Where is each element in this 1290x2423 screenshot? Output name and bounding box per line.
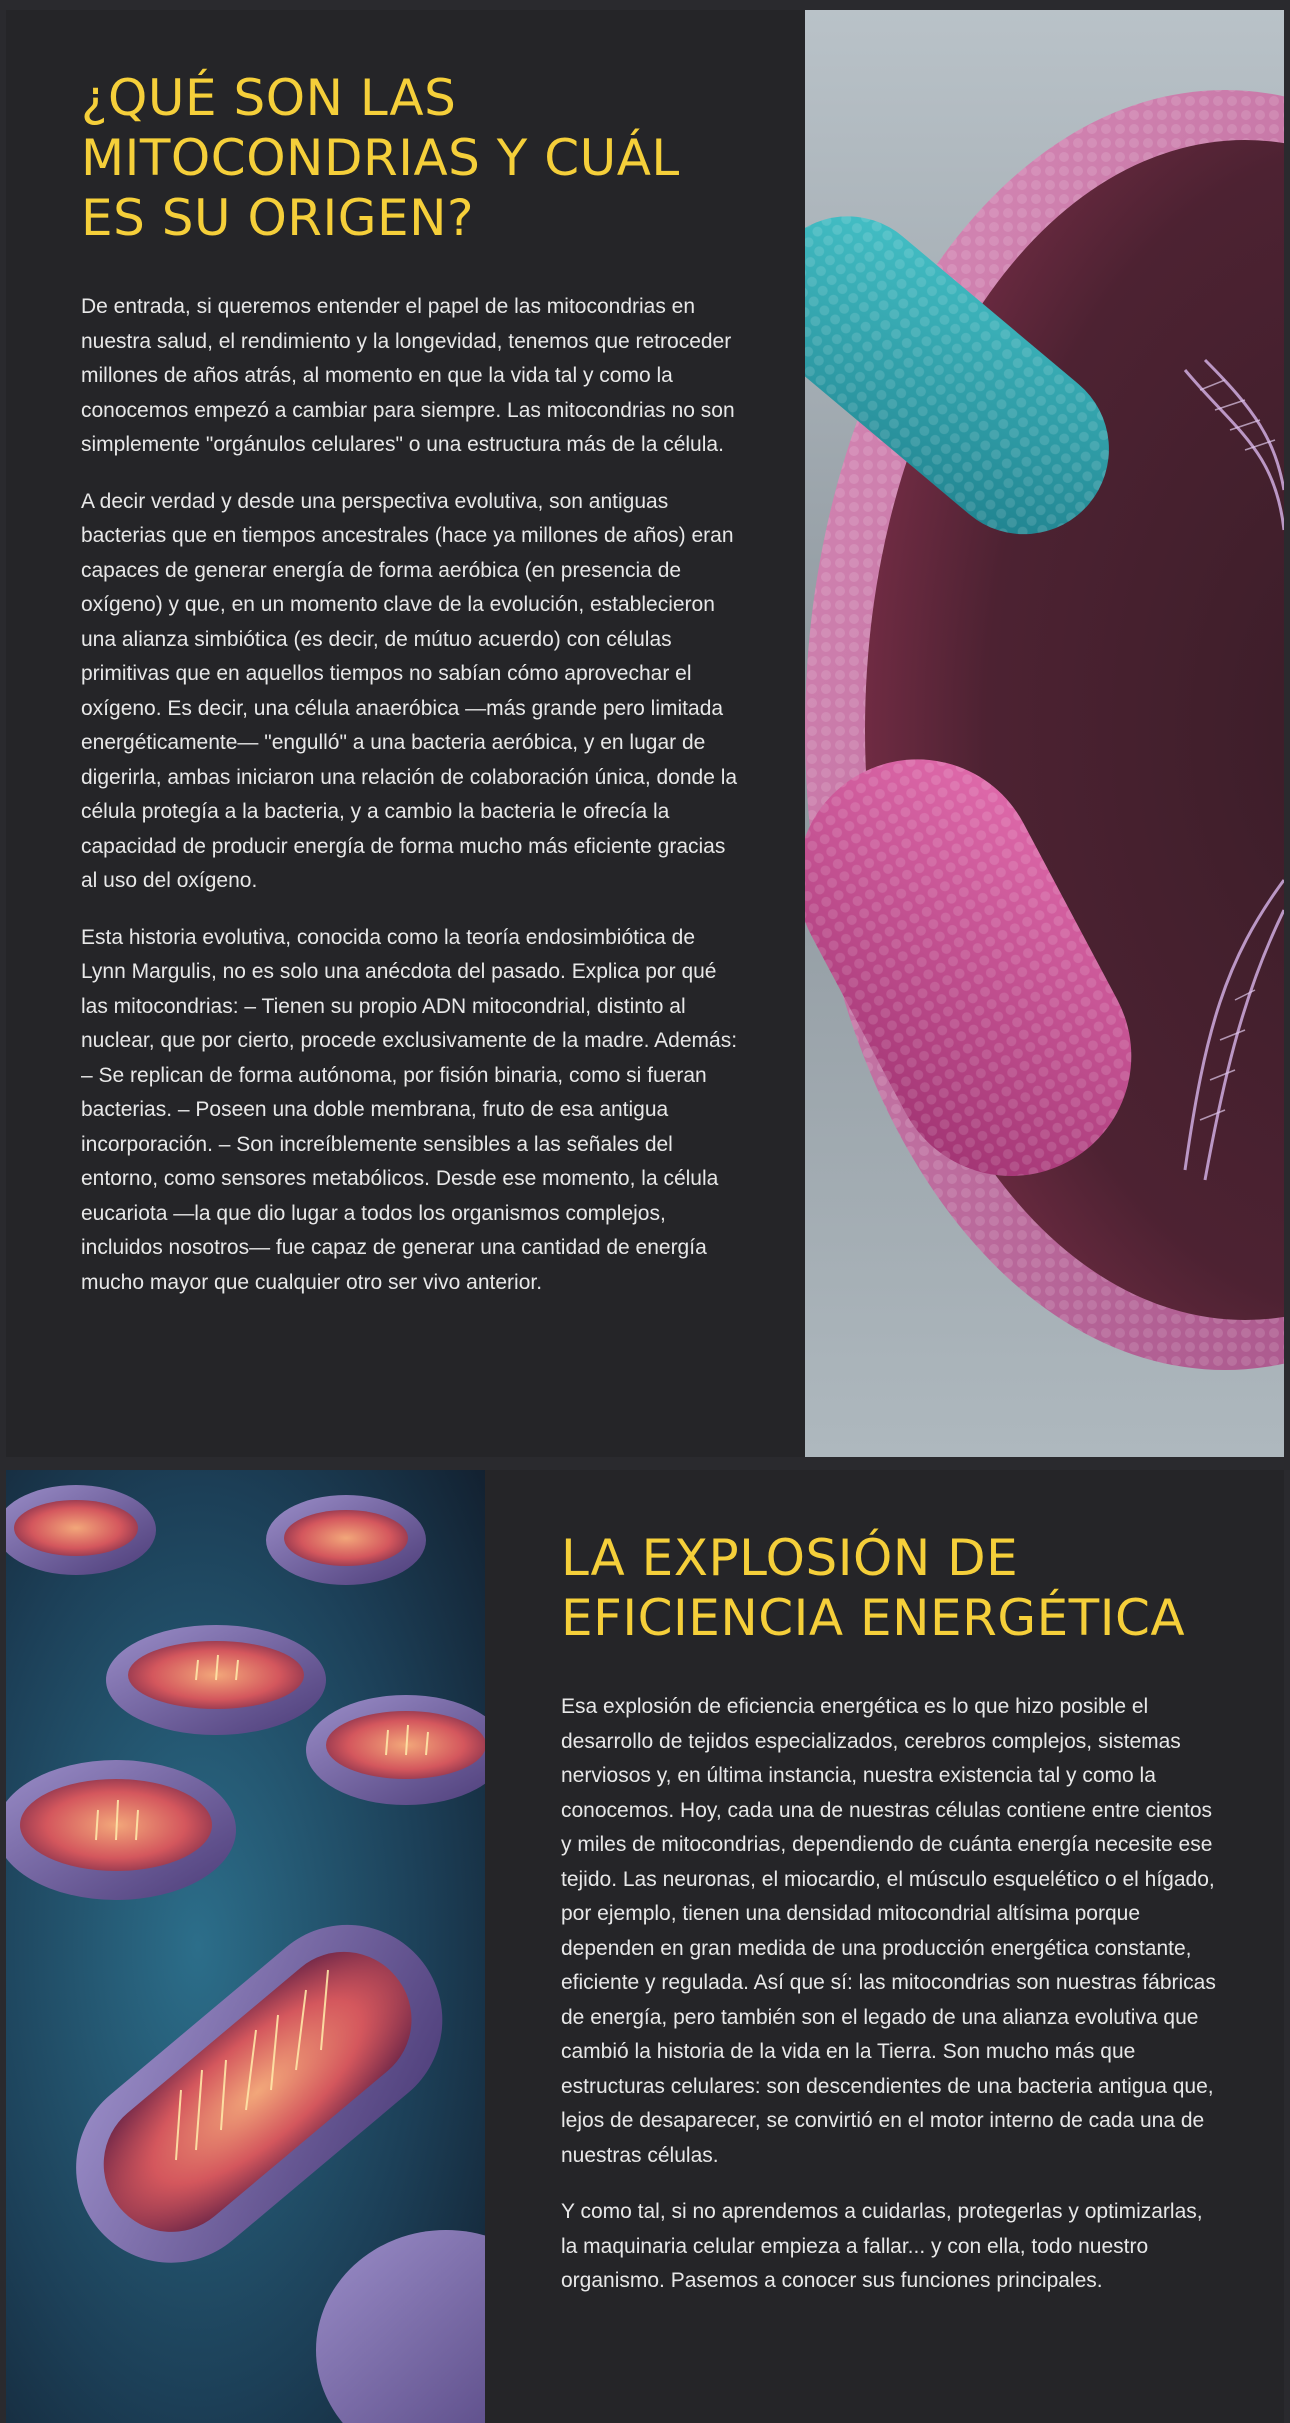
origin-heading: ¿QUÉ SON LAS MITOCONDRIAS Y CUÁL ES SU ORIGEN? [81, 69, 680, 247]
energy-paragraph-1: Esa explosión de eficiencia energética es lo que hizo posible el desarrollo de tejidos especializados, cerebros complejos, sistemas nerviosos y, en última instancia, nuestra existencia tal y como la conocemos. Hoy, cada una de nuestras células contiene entre cientos y miles de mitocondrias, dependiendo de cuánta energía necesite ese tejido. Las neuronas, el miocardio, el músculo esquelético o el hígado, por ejemplo, tienen una densidad mitocondrial altísima porque dependen en gran medida de una producción energética constante, eficiente y regulada. Así que sí: las mitocondrias son nuestras fábricas de energía, pero también son el legado de una alianza evolutiva que cambió la historia de la vida en la Tierra. Son mucho más que estructuras celulares: son descendientes de una bacteria antigua que, lejos de desaparecer, se convirtió en el motor interno de cada una de nuestras células. [561, 1695, 1216, 2167]
energy-text-column [561, 1528, 1221, 2321]
mitochondria-illustration [6, 1470, 485, 2423]
origin-paragraph-2: A decir verdad y desde una perspectiva evolutiva, son antiguas bacterias que en tiempos ancestrales (hace ya millones de años) eran capaces de generar energía de forma aeróbica (en presencia de oxígeno) y que, en un momento clave de la evolución, establecieron una alianza simbiótica (es decir, de mútuo acuerdo) con células primitivas que en aquellos tiempos no sabían cómo aprovechar el oxígeno. Es decir, una célula anaeróbica —más grande pero limitada energéticamente— "engulló" a una bacteria aeróbica, y en lugar de digerirla, ambas iniciaron una relación de colaboración única, donde la célula protegía a la bacteria, y a cambio la bacteria le ofrecía la capacidad de producir energía de forma mucho más eficiente gracias al uso del oxígeno. [81, 489, 738, 892]
bacteria-cell-illustration [805, 10, 1284, 1457]
origin-paragraph-1: De entrada, si queremos entender el papel de las mitocondrias en nuestra salud, el rendimiento y la longevidad, tenemos que retroceder millones de años atrás, al momento en que la vida tal y como la conocemos empezó a cambiar para siempre. Las mitocondrias no son simplemente "orgánulos celulares" o una estructura más de la célula. [81, 295, 735, 456]
energy-section [6, 1470, 1284, 2423]
energy-paragraph-2: Y como tal, si no aprendemos a cuidarlas, protegerlas y optimizarlas, la maquinaria celular empieza a fallar... y con ella, todo nuestro organismo. Pasemos a conocer sus funciones principales. [561, 2200, 1203, 2292]
energy-heading: LA EXPLOSIÓN DE EFICIENCIA ENERGÉTICA [561, 1529, 1186, 1647]
origin-text-column [81, 68, 741, 1322]
origin-paragraph-3: Esta historia evolutiva, conocida como la teoría endosimbiótica de Lynn Margulis, no es solo una anécdota del pasado. Explica por qué las mitocondrias: – Tienen su propio ADN mitocondrial, distinto al nuclear, que por cierto, procede exclusivamente de la madre. Además: – Se replican de forma autónoma, por fisión binaria, como si fueran bacterias. – Poseen una doble membrana, fruto de esa antigua incorporación. – Son increíblemente sensibles a las señales del entorno, como sensores metabólicos. Desde ese momento, la célula eucariota —la que dio lugar a todos los organismos complejos, incluidos nosotros— fue capaz de generar una cantidad de energía mucho mayor que cualquier otro ser vivo anterior. [81, 925, 738, 1294]
origin-section [6, 10, 1284, 1457]
